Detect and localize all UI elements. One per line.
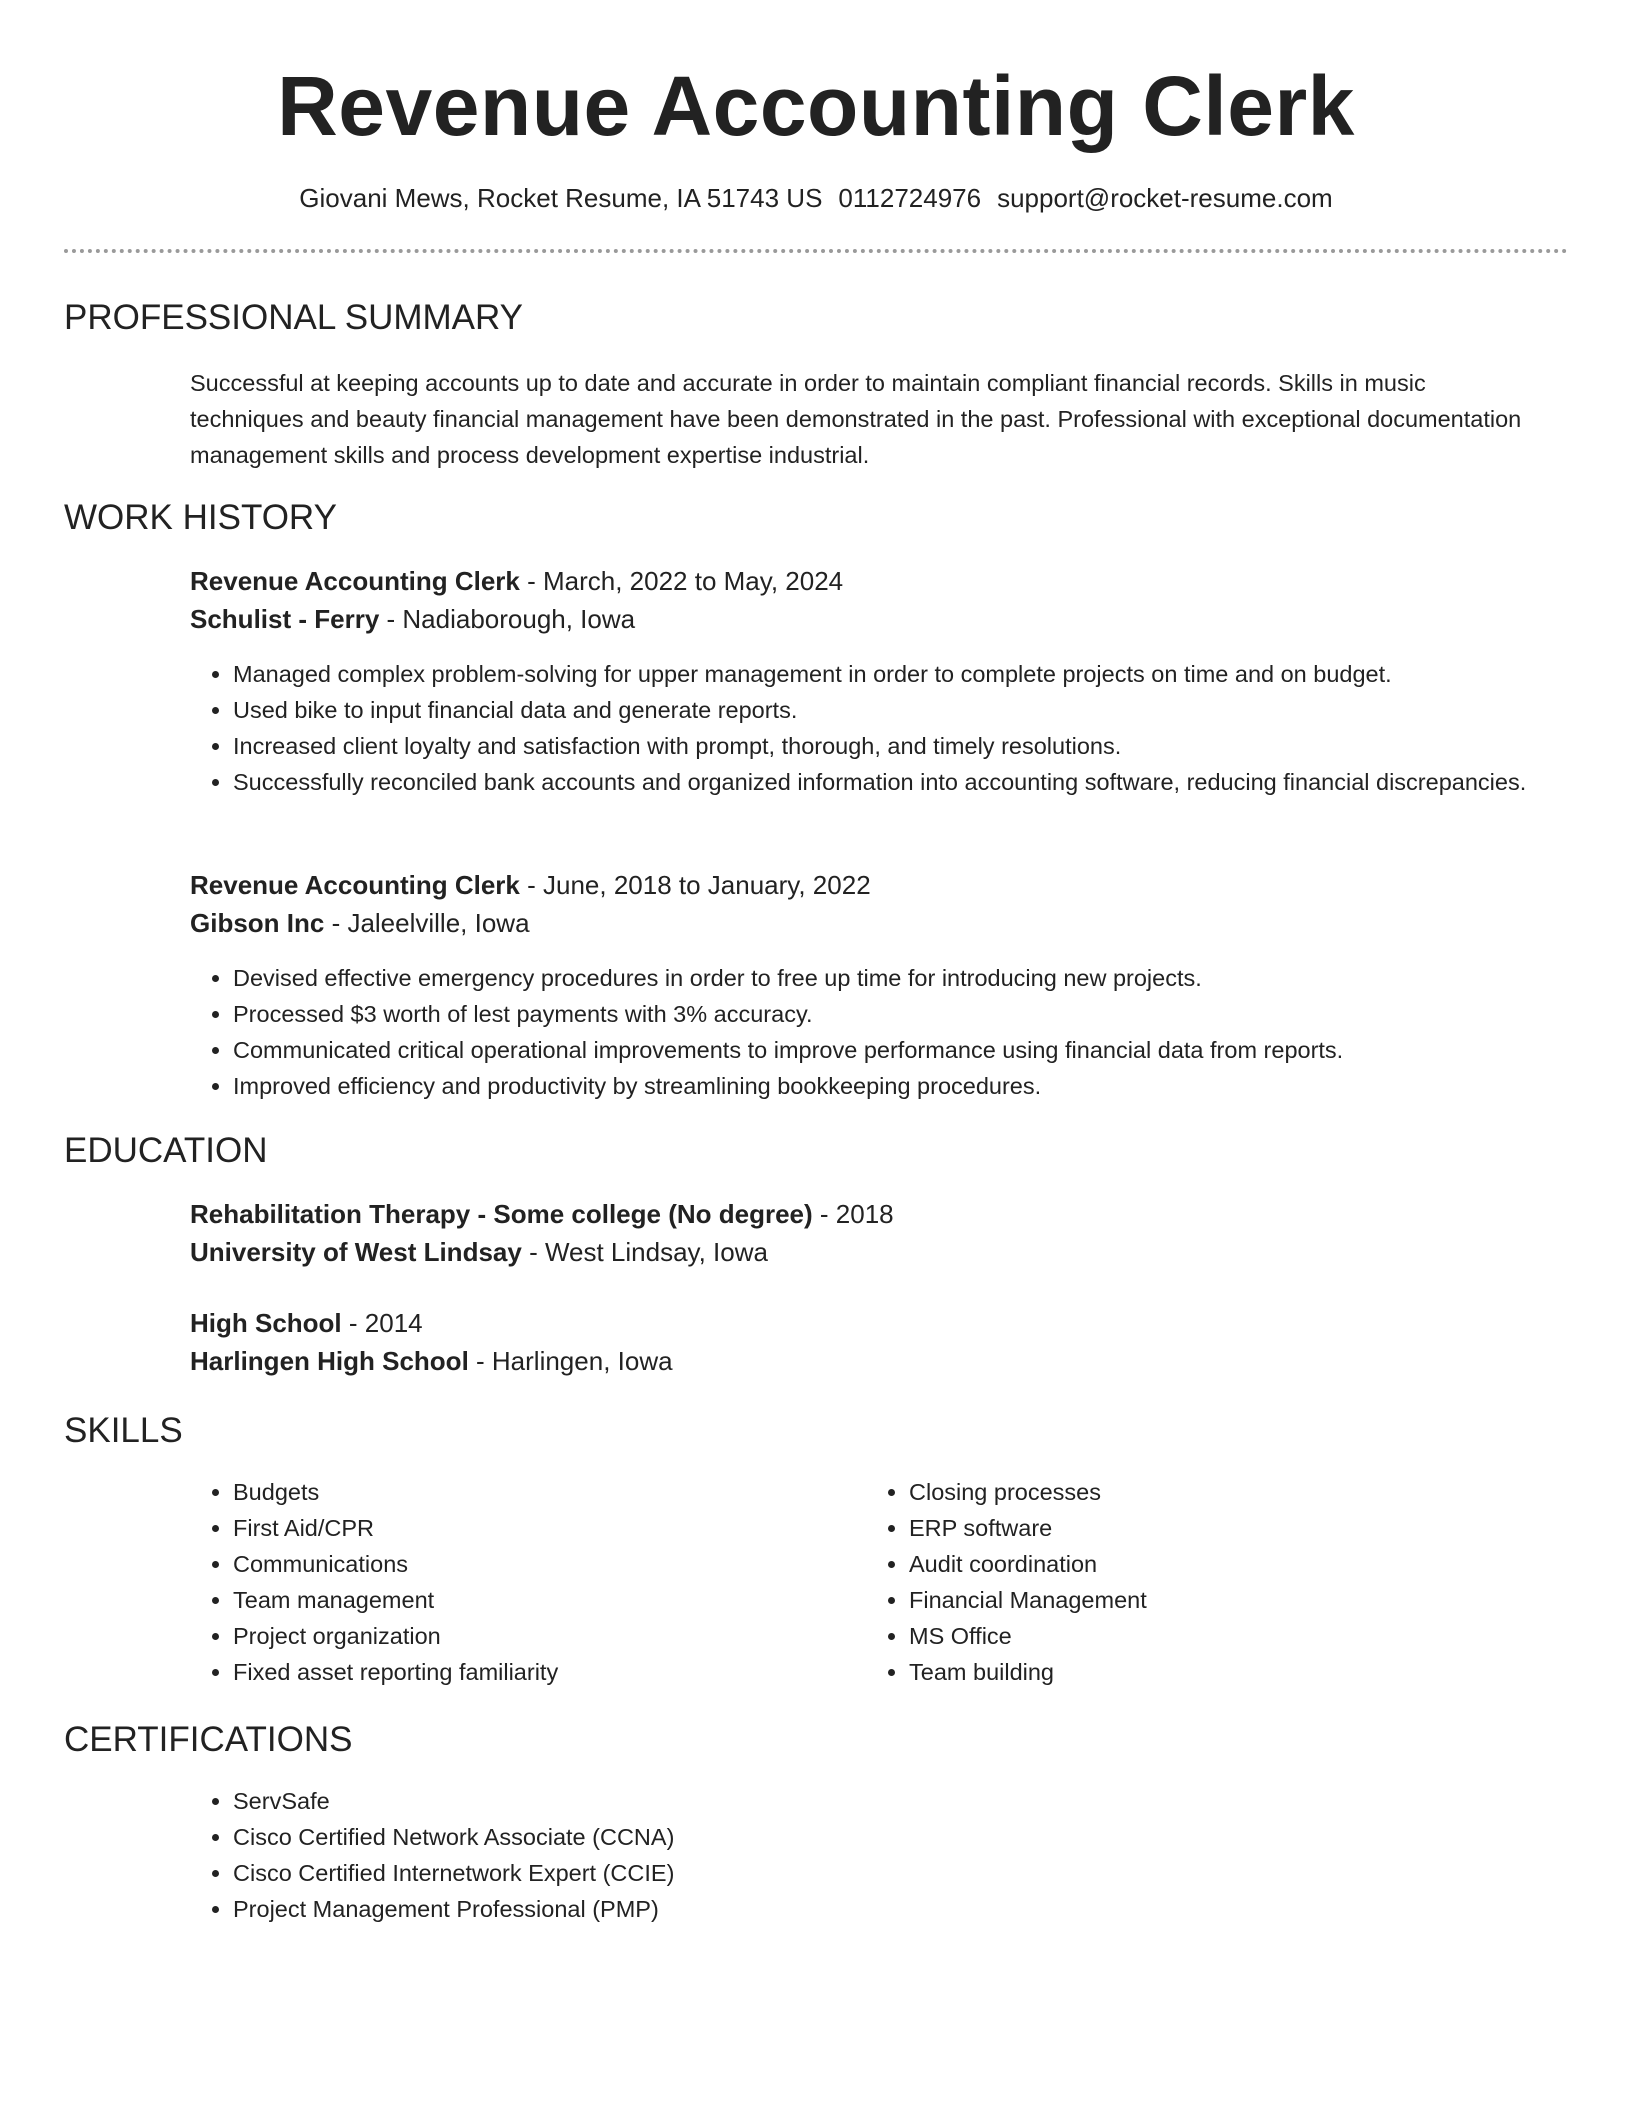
- edu-2-year: - 2014: [341, 1308, 423, 1338]
- list-item: • Increased client loyalty and satisfaction with prompt, thorough, and timely resolutions.: [233, 728, 1533, 764]
- job-2-dates: - June, 2018 to January, 2022: [519, 870, 871, 900]
- job-1-title: Revenue Accounting Clerk: [190, 566, 520, 596]
- edu-1-school-line: [190, 1235, 768, 1269]
- list-item: • Communications: [233, 1546, 833, 1582]
- list-item: • Cisco Certified Internetwork Expert (CCIE): [233, 1855, 1533, 1891]
- job-2-title-line: [190, 868, 871, 902]
- list-item: • Successfully reconciled bank accounts and organized information into accounting software, reducing financial discrepancies.: [233, 764, 1533, 800]
- list-item: • Team building: [909, 1654, 1509, 1690]
- skills-heading: SKILLS: [64, 1411, 183, 1450]
- edu-2-school: Harlingen High School: [190, 1346, 469, 1376]
- resume-name: Revenue Accounting Clerk: [277, 59, 1355, 153]
- job-2-bullets: [190, 960, 1533, 1104]
- list-item: • Financial Management: [909, 1582, 1509, 1618]
- edu-1-school: University of West Lindsay: [190, 1237, 522, 1267]
- list-item: • Cisco Certified Network Associate (CCNA): [233, 1819, 1533, 1855]
- list-item: • Closing processes: [909, 1474, 1509, 1510]
- certifications-heading: CERTIFICATIONS: [64, 1720, 353, 1759]
- list-item: • Budgets: [233, 1474, 833, 1510]
- work-history-heading: WORK HISTORY: [64, 498, 337, 537]
- header-divider: [64, 249, 1568, 253]
- job-1-bullets: [190, 656, 1533, 800]
- contact-email[interactable]: support@rocket-resume.com: [997, 183, 1333, 213]
- edu-1-degree-line: [190, 1197, 894, 1231]
- education-heading: EDUCATION: [64, 1131, 268, 1170]
- job-2-company-line: [190, 906, 530, 940]
- list-item: • ServSafe: [233, 1783, 1533, 1819]
- contact-address: Giovani Mews, Rocket Resume, IA 51743 US: [299, 183, 823, 213]
- job-1-company: Schulist - Ferry: [190, 604, 380, 634]
- edu-2-degree: High School: [190, 1308, 342, 1338]
- list-item: • MS Office: [909, 1618, 1509, 1654]
- list-item: • Communicated critical operational improvements to improve performance using financial data from reports.: [233, 1032, 1533, 1068]
- list-item: • Managed complex problem-solving for upper management in order to complete projects on time and on budget.: [233, 656, 1533, 692]
- job-1-location: - Nadiaborough, Iowa: [379, 604, 636, 634]
- list-item: • Used bike to input financial data and generate reports.: [233, 692, 1533, 728]
- summary-heading: PROFESSIONAL SUMMARY: [64, 298, 523, 337]
- edu-2-degree-line: [190, 1306, 423, 1340]
- skills-list-left: [190, 1474, 833, 1690]
- list-item: • Devised effective emergency procedures in order to free up time for introducing new projects.: [233, 960, 1533, 996]
- list-item: • Project organization: [233, 1618, 833, 1654]
- skills-list-right: [866, 1474, 1509, 1690]
- list-item: • Project Management Professional (PMP): [233, 1891, 1533, 1927]
- edu-1-location: - West Lindsay, Iowa: [521, 1237, 768, 1267]
- edu-2-school-line: [190, 1344, 673, 1378]
- job-2-location: - Jaleelville, Iowa: [324, 908, 530, 938]
- job-1-company-line: [190, 602, 635, 636]
- list-item: • Processed $3 worth of lest payments with 3% accuracy.: [233, 996, 1533, 1032]
- list-item: • Team management: [233, 1582, 833, 1618]
- job-2-company: Gibson Inc: [190, 908, 325, 938]
- summary-text: Successful at keeping accounts up to date and accurate in order to maintain compliant financial records. Skills in music techniques and beauty financial management have been demonstrated in the past. Professional with exceptional documentation management skills and process development expertise industrial.: [190, 370, 1522, 468]
- list-item: • Improved efficiency and productivity by streamlining bookkeeping procedures.: [233, 1068, 1533, 1104]
- list-item: • ERP software: [909, 1510, 1509, 1546]
- job-1-title-line: [190, 564, 843, 598]
- contact-line: [0, 182, 1632, 214]
- edu-2-location: - Harlingen, Iowa: [468, 1346, 673, 1376]
- contact-phone: 0112724976: [838, 183, 982, 213]
- edu-1-degree: Rehabilitation Therapy - Some college (No degree): [190, 1199, 813, 1229]
- job-1-dates: - March, 2022 to May, 2024: [519, 566, 844, 596]
- list-item: • Audit coordination: [909, 1546, 1509, 1582]
- certifications-list: [190, 1783, 1533, 1927]
- job-2-title: Revenue Accounting Clerk: [190, 870, 520, 900]
- list-item: • First Aid/CPR: [233, 1510, 833, 1546]
- edu-1-year: - 2018: [812, 1199, 894, 1229]
- list-item: • Fixed asset reporting familiarity: [233, 1654, 833, 1690]
